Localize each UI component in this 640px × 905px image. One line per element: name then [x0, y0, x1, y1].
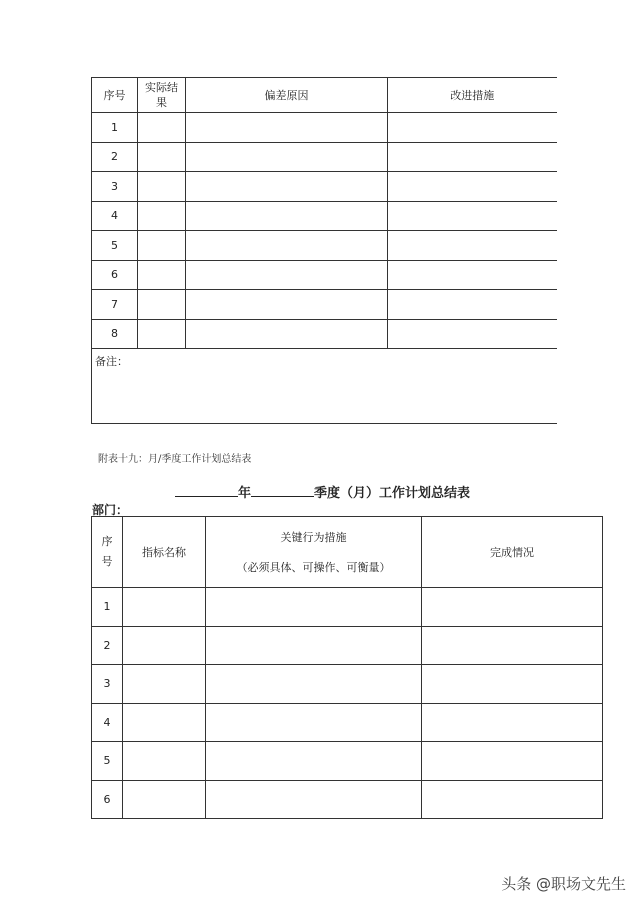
table-cell[interactable] [388, 290, 557, 320]
watermark: 头条 @职场文先生 [501, 875, 626, 893]
header-key-actions [206, 517, 422, 588]
table-row [92, 142, 557, 172]
table-cell[interactable] [123, 588, 206, 627]
table-cell[interactable] [186, 113, 388, 143]
row-index: 5 [92, 231, 138, 261]
table-cell[interactable] [388, 142, 557, 172]
header-row [92, 78, 557, 113]
table-cell[interactable] [388, 201, 557, 231]
header-actual-result: 实际结果 [138, 78, 186, 113]
department-label: 部门： [92, 503, 129, 517]
header-index: 序号 [92, 78, 138, 113]
table-cell[interactable] [123, 742, 206, 781]
note-cell: 备注： [92, 349, 557, 424]
table-row [92, 703, 603, 742]
title-text: 季度（月）工作计划总结表 [314, 486, 471, 501]
header-completion: 完成情况 [422, 517, 603, 588]
table-cell[interactable] [138, 172, 186, 202]
table-row [92, 588, 603, 627]
table-cell[interactable] [206, 703, 422, 742]
table-cell[interactable] [206, 742, 422, 781]
header-index: 序号 [92, 517, 123, 588]
table-cell[interactable] [388, 113, 557, 143]
row-index: 4 [92, 703, 123, 742]
year-blank[interactable] [175, 484, 238, 497]
table-cell[interactable] [422, 588, 603, 627]
row-index: 3 [92, 172, 138, 202]
table-cell[interactable] [388, 260, 557, 290]
row-index: 2 [92, 142, 138, 172]
summary-table [91, 516, 603, 819]
table-row [92, 172, 557, 202]
table-cell[interactable] [186, 290, 388, 320]
header-deviation-reason: 偏差原因 [186, 78, 388, 113]
header-improvement: 改进措施 [388, 78, 557, 113]
row-index: 8 [92, 319, 138, 349]
table-row [92, 742, 603, 781]
table-cell[interactable] [123, 703, 206, 742]
table-cell[interactable] [123, 665, 206, 704]
table-row [92, 665, 603, 704]
table-row [92, 260, 557, 290]
row-index: 3 [92, 665, 123, 704]
key-actions-label: 关键行为措施 [280, 531, 347, 544]
table-cell[interactable] [206, 780, 422, 819]
table-cell[interactable] [186, 201, 388, 231]
table-cell[interactable] [138, 113, 186, 143]
table-cell[interactable] [388, 172, 557, 202]
table-cell[interactable] [138, 231, 186, 261]
row-index: 1 [92, 588, 123, 627]
table-cell[interactable] [422, 703, 603, 742]
table-row [92, 319, 557, 349]
table-cell[interactable] [186, 319, 388, 349]
table-cell[interactable] [186, 142, 388, 172]
header-row [92, 517, 603, 588]
table-row [92, 290, 557, 320]
table-cell[interactable] [422, 665, 603, 704]
row-index: 6 [92, 780, 123, 819]
deviation-table [91, 77, 557, 424]
table-row [92, 780, 603, 819]
table-cell[interactable] [388, 319, 557, 349]
table-row [92, 231, 557, 261]
year-label: 年 [238, 486, 252, 501]
header-indicator: 指标名称 [123, 517, 206, 588]
key-actions-note: （必须具体、可操作、可衡量） [236, 561, 391, 574]
row-index: 7 [92, 290, 138, 320]
table-cell[interactable] [422, 742, 603, 781]
row-index: 6 [92, 260, 138, 290]
table-cell[interactable] [123, 626, 206, 665]
table-row [92, 201, 557, 231]
form-title [175, 482, 470, 501]
table-cell[interactable] [206, 588, 422, 627]
table-cell[interactable] [186, 231, 388, 261]
table-cell[interactable] [138, 201, 186, 231]
table-row [92, 113, 557, 143]
table-cell[interactable] [138, 260, 186, 290]
table-cell[interactable] [186, 172, 388, 202]
row-index: 4 [92, 201, 138, 231]
row-index: 2 [92, 626, 123, 665]
table-cell[interactable] [422, 780, 603, 819]
table-cell[interactable] [123, 780, 206, 819]
row-index: 1 [92, 113, 138, 143]
table-cell[interactable] [186, 260, 388, 290]
table-cell[interactable] [422, 626, 603, 665]
table-cell[interactable] [388, 231, 557, 261]
table-cell[interactable] [138, 142, 186, 172]
table-row [92, 626, 603, 665]
table-cell[interactable] [206, 665, 422, 704]
row-index: 5 [92, 742, 123, 781]
quarter-blank[interactable] [251, 484, 314, 497]
table-cell[interactable] [138, 319, 186, 349]
table-cell[interactable] [206, 626, 422, 665]
table-cell[interactable] [138, 290, 186, 320]
appendix-caption: 附表十九：月/季度工作计划总结表 [98, 454, 252, 465]
